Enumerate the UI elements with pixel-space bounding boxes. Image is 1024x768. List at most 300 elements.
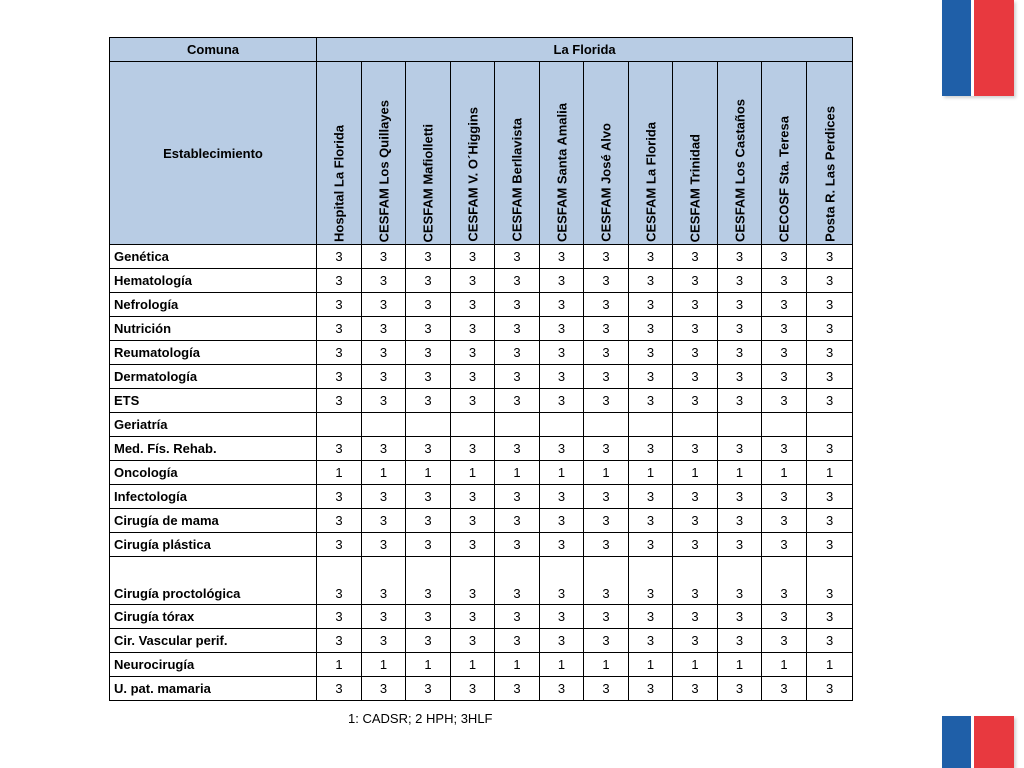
column-header-wrap xyxy=(406,62,450,244)
table-cell: 3 xyxy=(317,533,362,557)
table-cell: 3 xyxy=(451,557,495,605)
table-cell: 3 xyxy=(317,341,362,365)
table-cell: 3 xyxy=(495,485,540,509)
table-cell: 3 xyxy=(807,245,853,269)
table-row xyxy=(110,557,853,605)
flag-red-stripe xyxy=(974,0,1014,96)
table-cell: 3 xyxy=(451,317,495,341)
column-header-label: CESFAM Mafiolletti xyxy=(420,123,436,242)
table-cell: 3 xyxy=(540,677,584,701)
table-cell: 1 xyxy=(673,653,718,677)
table-cell: 3 xyxy=(718,389,762,413)
table-cell: 1 xyxy=(584,461,629,485)
table-cell: 3 xyxy=(540,509,584,533)
row-label: Nutrición xyxy=(110,317,317,341)
table-cell: 3 xyxy=(495,341,540,365)
table-cell: 3 xyxy=(362,533,406,557)
table-cell: 3 xyxy=(629,485,673,509)
table-cell: 3 xyxy=(540,437,584,461)
column-header xyxy=(540,62,584,245)
column-header-label: CESFAM Los Quillayes xyxy=(376,99,391,242)
column-header-label: CESFAM Santa Amalia xyxy=(554,103,569,242)
table-cell: 3 xyxy=(495,437,540,461)
table-cell: 3 xyxy=(718,293,762,317)
table-row xyxy=(110,245,853,269)
table-cell: 3 xyxy=(762,341,807,365)
table-cell: 3 xyxy=(495,317,540,341)
column-header xyxy=(718,62,762,245)
table-cell: 3 xyxy=(540,533,584,557)
table-cell: 1 xyxy=(718,461,762,485)
row-label: Cirugía tórax xyxy=(110,605,317,629)
table-cell: 1 xyxy=(317,461,362,485)
table-cell: 3 xyxy=(317,365,362,389)
table-cell: 3 xyxy=(406,509,451,533)
table-row xyxy=(110,461,853,485)
table-cell: 3 xyxy=(629,293,673,317)
table-cell: 1 xyxy=(451,653,495,677)
table-cell: 3 xyxy=(540,245,584,269)
table-cell xyxy=(540,413,584,437)
table-cell: 3 xyxy=(673,293,718,317)
table-cell: 3 xyxy=(362,437,406,461)
table-cell: 1 xyxy=(762,461,807,485)
row-label: Genética xyxy=(110,245,317,269)
footnote: 1: CADSR; 2 HPH; 3HLF xyxy=(348,711,493,726)
row-label: Hematología xyxy=(110,269,317,293)
row-label: Infectología xyxy=(110,485,317,509)
row-label: U. pat. mamaria xyxy=(110,677,317,701)
column-header-wrap xyxy=(540,62,583,244)
establecimiento-label: Establecimiento xyxy=(110,62,317,245)
table-cell: 1 xyxy=(629,461,673,485)
table-cell: 1 xyxy=(584,653,629,677)
table-cell: 3 xyxy=(673,341,718,365)
table-cell: 3 xyxy=(762,389,807,413)
column-header xyxy=(629,62,673,245)
table-cell: 3 xyxy=(406,365,451,389)
row-label: Nefrología xyxy=(110,293,317,317)
table-cell: 3 xyxy=(629,317,673,341)
table-cell: 3 xyxy=(495,365,540,389)
table-cell: 3 xyxy=(406,389,451,413)
column-header-label: CESFAM Los Castaños xyxy=(732,98,747,242)
specialty-matrix-table xyxy=(109,37,853,701)
table-cell: 1 xyxy=(807,653,853,677)
table-cell: 3 xyxy=(629,269,673,293)
table-cell: 3 xyxy=(807,677,853,701)
table-cell: 3 xyxy=(584,437,629,461)
table-row xyxy=(110,605,853,629)
table-row xyxy=(110,533,853,557)
table-cell: 3 xyxy=(451,365,495,389)
table-cell: 3 xyxy=(762,485,807,509)
table-cell: 3 xyxy=(673,605,718,629)
table-cell: 3 xyxy=(718,485,762,509)
column-header-wrap xyxy=(317,62,361,244)
flag-decoration-top xyxy=(942,0,1014,96)
table-row xyxy=(110,653,853,677)
table-cell: 3 xyxy=(451,269,495,293)
table-cell xyxy=(807,413,853,437)
column-header xyxy=(495,62,540,245)
table-cell xyxy=(317,413,362,437)
table-cell: 3 xyxy=(718,317,762,341)
table-cell: 3 xyxy=(718,677,762,701)
table-cell: 3 xyxy=(495,245,540,269)
table-cell: 3 xyxy=(406,245,451,269)
table-cell: 3 xyxy=(540,605,584,629)
table-cell: 3 xyxy=(362,605,406,629)
table-cell: 3 xyxy=(807,365,853,389)
table-cell: 3 xyxy=(673,269,718,293)
table-cell: 3 xyxy=(629,677,673,701)
column-header xyxy=(807,62,853,245)
table-cell: 3 xyxy=(317,629,362,653)
table-cell: 3 xyxy=(762,245,807,269)
table-cell: 3 xyxy=(673,245,718,269)
table-row xyxy=(110,341,853,365)
table-cell: 3 xyxy=(718,437,762,461)
table-cell xyxy=(629,413,673,437)
table-cell: 3 xyxy=(718,245,762,269)
table-cell: 1 xyxy=(540,461,584,485)
table-cell: 3 xyxy=(584,245,629,269)
row-label: Reumatología xyxy=(110,341,317,365)
column-header xyxy=(406,62,451,245)
column-header-label: CESFAM V. O´Higgins xyxy=(465,107,480,242)
table-cell: 3 xyxy=(673,437,718,461)
column-header-label: CECOSF Sta. Teresa xyxy=(776,115,792,242)
table-cell: 3 xyxy=(807,293,853,317)
table-cell: 3 xyxy=(807,533,853,557)
row-label: ETS xyxy=(110,389,317,413)
table-cell: 3 xyxy=(362,509,406,533)
table-cell: 1 xyxy=(317,653,362,677)
table-row xyxy=(110,365,853,389)
table-cell: 3 xyxy=(807,437,853,461)
table-cell: 3 xyxy=(629,341,673,365)
table-cell: 3 xyxy=(451,677,495,701)
table-cell: 3 xyxy=(673,677,718,701)
table-cell: 3 xyxy=(807,629,853,653)
table-cell xyxy=(584,413,629,437)
table-cell: 3 xyxy=(317,605,362,629)
table-cell: 3 xyxy=(584,269,629,293)
table-cell: 3 xyxy=(362,557,406,605)
table-cell: 3 xyxy=(807,557,853,605)
table-cell: 3 xyxy=(718,365,762,389)
column-header xyxy=(317,62,362,245)
row-label: Med. Fís. Rehab. xyxy=(110,437,317,461)
table-cell: 3 xyxy=(807,509,853,533)
table-cell: 3 xyxy=(317,317,362,341)
table-cell: 3 xyxy=(362,365,406,389)
table-cell: 3 xyxy=(540,269,584,293)
row-label: Cirugía proctológica xyxy=(110,557,317,605)
table-row xyxy=(110,269,853,293)
table-cell: 1 xyxy=(406,461,451,485)
table-cell: 3 xyxy=(317,509,362,533)
row-label: Cirugía de mama xyxy=(110,509,317,533)
table-cell: 3 xyxy=(406,317,451,341)
flag-blue-stripe xyxy=(942,0,971,96)
flag-blue-stripe xyxy=(942,716,971,768)
table-cell: 3 xyxy=(718,269,762,293)
table-cell: 3 xyxy=(807,341,853,365)
table-cell: 3 xyxy=(495,269,540,293)
table-cell: 3 xyxy=(540,341,584,365)
table-cell: 3 xyxy=(495,533,540,557)
table-cell: 3 xyxy=(718,629,762,653)
table-cell xyxy=(406,413,451,437)
table-cell xyxy=(495,413,540,437)
table-cell: 3 xyxy=(584,509,629,533)
column-header-wrap xyxy=(362,62,405,244)
table-cell xyxy=(362,413,406,437)
table-cell: 3 xyxy=(629,365,673,389)
table-cell: 3 xyxy=(362,317,406,341)
table-cell: 1 xyxy=(629,653,673,677)
table-cell: 3 xyxy=(317,293,362,317)
table-cell: 3 xyxy=(540,317,584,341)
column-header-wrap xyxy=(762,62,806,244)
table-cell: 3 xyxy=(718,341,762,365)
table-cell: 3 xyxy=(673,533,718,557)
table-cell: 3 xyxy=(762,629,807,653)
table-cell: 3 xyxy=(584,365,629,389)
row-label: Geriatría xyxy=(110,413,317,437)
comuna-row xyxy=(110,38,853,62)
column-header-label: CESFAM Berllavista xyxy=(509,118,525,242)
table-cell xyxy=(673,413,718,437)
table-row xyxy=(110,413,853,437)
flag-red-stripe xyxy=(974,716,1014,768)
table-row xyxy=(110,677,853,701)
table-row xyxy=(110,389,853,413)
table-cell: 3 xyxy=(495,293,540,317)
table-cell: 3 xyxy=(762,365,807,389)
table-cell: 3 xyxy=(317,437,362,461)
table-cell: 3 xyxy=(807,317,853,341)
table-cell: 3 xyxy=(807,389,853,413)
column-header-label: CESFAM Trinidad xyxy=(687,133,703,242)
table-cell: 3 xyxy=(495,677,540,701)
table-cell: 1 xyxy=(362,653,406,677)
table-cell: 3 xyxy=(629,509,673,533)
column-header-wrap xyxy=(584,62,628,244)
table-cell: 3 xyxy=(451,605,495,629)
table-cell: 3 xyxy=(673,629,718,653)
table-cell: 3 xyxy=(495,509,540,533)
table-cell: 3 xyxy=(406,677,451,701)
table-cell: 3 xyxy=(406,293,451,317)
table-cell: 3 xyxy=(451,341,495,365)
table-row xyxy=(110,317,853,341)
table-cell: 3 xyxy=(718,557,762,605)
table-cell: 3 xyxy=(317,269,362,293)
table-cell: 1 xyxy=(495,461,540,485)
table-cell: 3 xyxy=(451,245,495,269)
column-header xyxy=(673,62,718,245)
table-cell: 3 xyxy=(317,389,362,413)
table-cell: 3 xyxy=(540,365,584,389)
table-cell: 3 xyxy=(406,605,451,629)
table-cell: 3 xyxy=(673,485,718,509)
table-cell: 3 xyxy=(584,389,629,413)
table-cell: 3 xyxy=(451,485,495,509)
row-label: Cir. Vascular perif. xyxy=(110,629,317,653)
comuna-value: La Florida xyxy=(317,38,853,62)
table-cell: 3 xyxy=(584,557,629,605)
table-cell: 3 xyxy=(495,605,540,629)
table-cell: 3 xyxy=(362,269,406,293)
table-cell: 3 xyxy=(451,293,495,317)
table-cell: 3 xyxy=(629,557,673,605)
table-cell: 3 xyxy=(406,269,451,293)
table-cell: 3 xyxy=(451,629,495,653)
column-header-wrap xyxy=(807,62,852,244)
column-header xyxy=(362,62,406,245)
table-row xyxy=(110,629,853,653)
table-cell: 3 xyxy=(451,533,495,557)
table-cell xyxy=(451,413,495,437)
table-cell: 3 xyxy=(718,605,762,629)
row-label: Dermatología xyxy=(110,365,317,389)
table-cell: 3 xyxy=(406,533,451,557)
table-cell: 3 xyxy=(362,293,406,317)
table-cell: 3 xyxy=(673,557,718,605)
table-cell: 3 xyxy=(673,365,718,389)
establecimiento-row xyxy=(110,62,853,245)
table-cell: 1 xyxy=(406,653,451,677)
table-cell: 3 xyxy=(584,485,629,509)
flag-decoration-bottom xyxy=(942,716,1014,768)
table-cell: 3 xyxy=(584,605,629,629)
table-cell: 3 xyxy=(406,557,451,605)
column-header-wrap xyxy=(718,62,761,244)
row-label: Neurocirugía xyxy=(110,653,317,677)
table-cell: 3 xyxy=(317,245,362,269)
table-row xyxy=(110,293,853,317)
table-cell: 3 xyxy=(451,389,495,413)
table-cell: 3 xyxy=(762,677,807,701)
table-cell: 3 xyxy=(762,317,807,341)
column-header xyxy=(584,62,629,245)
table-cell: 1 xyxy=(807,461,853,485)
table-cell: 3 xyxy=(540,485,584,509)
table-cell: 3 xyxy=(362,629,406,653)
table-cell: 3 xyxy=(673,509,718,533)
table-cell xyxy=(762,413,807,437)
table-cell: 3 xyxy=(762,605,807,629)
column-header-wrap xyxy=(495,62,539,244)
table-cell: 1 xyxy=(718,653,762,677)
table-cell: 3 xyxy=(629,389,673,413)
table-cell: 3 xyxy=(584,533,629,557)
table-cell: 3 xyxy=(629,605,673,629)
table-cell: 1 xyxy=(540,653,584,677)
table-cell: 3 xyxy=(584,341,629,365)
table-cell: 3 xyxy=(495,557,540,605)
table-cell: 3 xyxy=(317,557,362,605)
table-cell: 3 xyxy=(540,557,584,605)
table-row xyxy=(110,437,853,461)
table-cell: 3 xyxy=(406,629,451,653)
table-cell: 3 xyxy=(629,245,673,269)
table-cell: 1 xyxy=(495,653,540,677)
table-cell: 3 xyxy=(584,629,629,653)
table-cell: 3 xyxy=(451,509,495,533)
table-cell: 3 xyxy=(807,269,853,293)
table-cell: 3 xyxy=(317,677,362,701)
table-cell: 3 xyxy=(540,389,584,413)
column-header-label: CESFAM José Alvo xyxy=(598,123,614,242)
table-cell: 1 xyxy=(673,461,718,485)
table-cell: 3 xyxy=(762,533,807,557)
table-cell: 1 xyxy=(451,461,495,485)
table-cell: 3 xyxy=(495,629,540,653)
table-cell: 3 xyxy=(718,533,762,557)
table-cell: 3 xyxy=(362,245,406,269)
table-cell: 3 xyxy=(629,437,673,461)
table-cell: 3 xyxy=(807,485,853,509)
table-cell: 3 xyxy=(762,269,807,293)
table-cell: 3 xyxy=(584,677,629,701)
table-cell: 3 xyxy=(584,293,629,317)
table-cell: 3 xyxy=(629,533,673,557)
column-header-label: Hospital La Florida xyxy=(331,124,347,242)
table-row xyxy=(110,485,853,509)
table-cell: 3 xyxy=(362,485,406,509)
table-cell: 3 xyxy=(451,437,495,461)
table-cell xyxy=(718,413,762,437)
table-cell: 3 xyxy=(362,677,406,701)
row-label: Oncología xyxy=(110,461,317,485)
row-label: Cirugía plástica xyxy=(110,533,317,557)
table-cell: 3 xyxy=(718,509,762,533)
column-header-wrap xyxy=(673,62,717,244)
table-cell: 3 xyxy=(317,485,362,509)
table-cell: 3 xyxy=(362,389,406,413)
column-header xyxy=(451,62,495,245)
column-header xyxy=(762,62,807,245)
table-cell: 3 xyxy=(673,317,718,341)
column-header-label: Posta R. Las Perdices xyxy=(822,106,838,242)
table-cell: 3 xyxy=(762,509,807,533)
table-cell: 3 xyxy=(762,557,807,605)
column-header-label: CESFAM La Florida xyxy=(643,122,658,242)
table-cell: 3 xyxy=(584,317,629,341)
column-header-wrap xyxy=(629,62,672,244)
table-cell: 3 xyxy=(629,629,673,653)
column-header-wrap xyxy=(451,62,494,244)
table-cell: 1 xyxy=(762,653,807,677)
table-cell: 3 xyxy=(807,605,853,629)
table-cell: 3 xyxy=(673,389,718,413)
table-cell: 3 xyxy=(762,293,807,317)
table-cell: 3 xyxy=(406,341,451,365)
table-cell: 3 xyxy=(540,629,584,653)
table-cell: 3 xyxy=(362,341,406,365)
comuna-label: Comuna xyxy=(110,38,317,62)
table-cell: 1 xyxy=(362,461,406,485)
table-row xyxy=(110,509,853,533)
table-cell: 3 xyxy=(406,437,451,461)
table-cell: 3 xyxy=(762,437,807,461)
table-cell: 3 xyxy=(540,293,584,317)
table-cell: 3 xyxy=(495,389,540,413)
